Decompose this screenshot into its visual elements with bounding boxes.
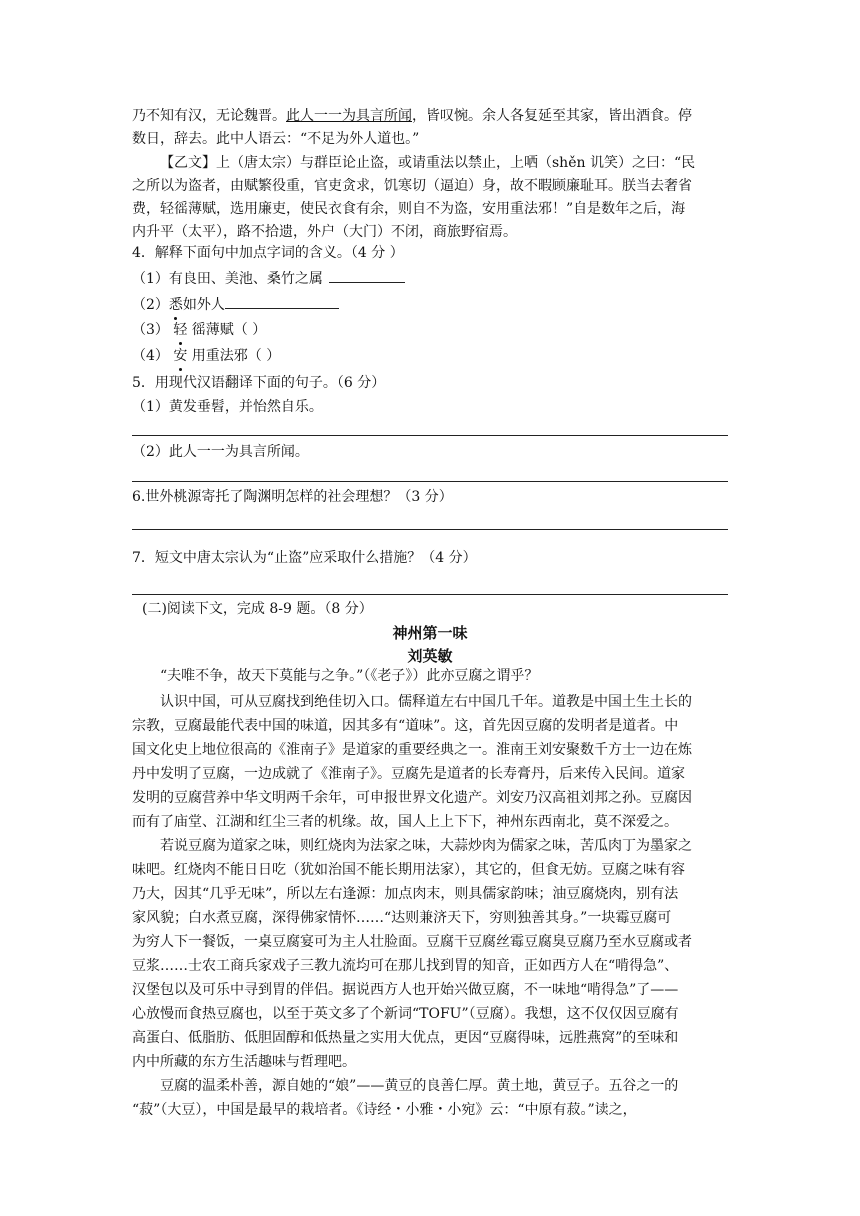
article-line: 高蛋白、低脂肪、低胆固醇和低热量之实用大优点，更因“豆腐得味，远胜燕窝”的至味和 bbox=[132, 1030, 679, 1046]
yiwen-line-3: 费，轻徭薄赋，选用廉吏，使民衣食有余，则自不为盗，安用重法邪！”自是数年之后，海 bbox=[132, 201, 686, 217]
dotted-char: 轻 bbox=[173, 322, 188, 338]
question-6-title: 6.世外桃源寄托了陶渊明怎样的社会理想？（3 分） bbox=[132, 489, 453, 505]
question-5-item-2: （2）此人一一为具言所闻。 bbox=[132, 444, 309, 460]
answer-line[interactable] bbox=[132, 481, 728, 482]
article-line: 豆腐的温柔朴善，源自她的“娘”——黄豆的良善仁厚。黄土地，黄豆子。五谷之一的 bbox=[160, 1078, 679, 1094]
item-text: 徭薄赋（ ） bbox=[187, 322, 267, 338]
jiawen-line-1 bbox=[132, 106, 692, 126]
article-line: “菽”（大豆），中国是最早的栽培者。《诗经・小雅・小宛》云：“中原有菽。”读之， bbox=[132, 1102, 637, 1118]
question-4-item-3 bbox=[132, 320, 266, 340]
dotted-char: 安 bbox=[173, 348, 188, 364]
article-line: 为穷人下一餐饭，一桌豆腐宴可为主人壮脸面。豆腐干豆腐丝霉豆腐臭豆腐乃至水豆腐或者 bbox=[132, 934, 692, 950]
underlined-sentence: 此人一一为具言所闻 bbox=[286, 108, 412, 124]
yiwen-line-2: 之所以为盗者，由赋繁役重，官吏贪求，饥寒切（逼迫）身，故不暇顾廉耻耳。朕当去奢省 bbox=[132, 178, 692, 194]
article-line: 而有了庙堂、江湖和红尘三者的机缘。故，国人上上下下，神州东西南北，莫不深爱之。 bbox=[132, 814, 678, 830]
article-line: 豆浆……士农工商兵家戏子三教九流均可在那儿找到胃的知音，正如西方人在“啃得急”、 bbox=[132, 958, 679, 974]
jiawen-text: 乃不知有汉，无论魏晋。 bbox=[132, 108, 286, 124]
answer-blank[interactable] bbox=[225, 294, 339, 309]
question-5-item-1: （1）黄发垂髫，并怡然自乐。 bbox=[132, 399, 323, 415]
article-line: 国文化史上地位很高的《淮南子》是道家的重要经典之一。淮南王刘安聚数千方士一边在炼 bbox=[132, 742, 692, 758]
answer-line[interactable] bbox=[132, 594, 728, 595]
question-4-item-1 bbox=[132, 268, 405, 289]
article-line: 汉堡包以及可乐中寻到胃的伴侣。据说西方人也开始兴做豆腐，不一味地“啃得急”了—— bbox=[132, 982, 679, 998]
yiwen-line-1: 【乙文】上（唐太宗）与群臣论止盗，或请重法以禁止，上哂（shěn 讥笑）之曰：“民 bbox=[160, 155, 696, 171]
article-line: 认识中国，可从豆腐找到绝佳切入口。儒释道左右中国几千年。道教是中国土生土长的 bbox=[160, 694, 692, 710]
article-line: 丹中发明了豆腐，一边成就了《淮南子》。豆腐先是道者的长寿膏丹，后来传入民间。道家 bbox=[132, 766, 685, 782]
item-number: （4） bbox=[132, 348, 174, 364]
jiawen-text: ，皆叹惋。余人各复延至其家，皆出酒食。停 bbox=[412, 108, 692, 124]
article-author: 刘英敏 bbox=[407, 647, 453, 665]
article-line: 若说豆腐为道家之味，则红烧肉为法家之味，大蒜炒肉为儒家之味，苦瓜肉丁为墨家之 bbox=[160, 838, 692, 854]
article-line: 乃大，因其“几乎无味”，所以左右逢源：加点肉末，则具儒家韵味；油豆腐烧肉，别有法 bbox=[132, 886, 679, 902]
item-text: 如外人 bbox=[182, 297, 225, 313]
article-line: 发明的豆腐营养中华文明两千余年，可申报世界文化遗产。刘安乃汉高祖刘邦之孙。豆腐因 bbox=[132, 790, 692, 806]
item-text: 用重法邪（ ） bbox=[187, 348, 281, 364]
question-4-item-2 bbox=[132, 294, 339, 315]
article-line: 味吧。红烧肉不能日日吃（犹如治国不能长期用法家），其它的，但食无妨。豆腐之味有容 bbox=[132, 862, 685, 878]
article-line: 心放慢而食热豆腐也，以至于英文多了个新词“TOFU”（豆腐）。我想，这不仅仅因豆腐有 bbox=[132, 1006, 679, 1022]
item-text: （1）有良田、美池、桑竹之属 bbox=[132, 271, 323, 287]
question-4-title: 4．解释下面句中加点字词的含义。（4 分 ） bbox=[132, 245, 404, 261]
question-5-title: 5．用现代汉语翻译下面的句子。（6 分） bbox=[132, 375, 386, 391]
article-title: 神州第一味 bbox=[392, 624, 468, 642]
article-line: “夫唯不争，故天下莫能与之争。”（《老子》）此亦豆腐之谓乎？ bbox=[160, 668, 539, 684]
question-7-title: 7．短文中唐太宗认为“止盗”应采取什么措施？（4 分） bbox=[132, 550, 477, 566]
dotted-char: 悉 bbox=[168, 297, 183, 313]
article-line: 宗教，豆腐最能代表中国的味道，因其多有“道味”。这，首先因豆腐的发明者是道者。中 bbox=[132, 718, 679, 734]
section-2-title: (二)阅读下文，完成 8-9 题。（8 分） bbox=[142, 601, 373, 617]
article-line: 家风貌；白水煮豆腐，深得佛家情怀……“达则兼济天下，穷则独善其身。”一块霉豆腐可 bbox=[132, 910, 672, 926]
answer-line[interactable] bbox=[132, 529, 728, 530]
question-4-item-4 bbox=[132, 346, 280, 366]
answer-blank[interactable] bbox=[329, 268, 405, 283]
article-line: 内中所藏的东方生活趣味与哲理吧。 bbox=[132, 1054, 356, 1070]
answer-line[interactable] bbox=[132, 435, 728, 436]
item-number: （3） bbox=[132, 322, 174, 338]
yiwen-line-4: 内升平（太平），路不拾遗，外户（大门）不闭，商旅野宿焉。 bbox=[132, 224, 517, 240]
jiawen-line-2: 数日，辞去。此中人语云：“不足为外人道也。” bbox=[132, 131, 420, 147]
item-number: （2） bbox=[132, 297, 169, 313]
